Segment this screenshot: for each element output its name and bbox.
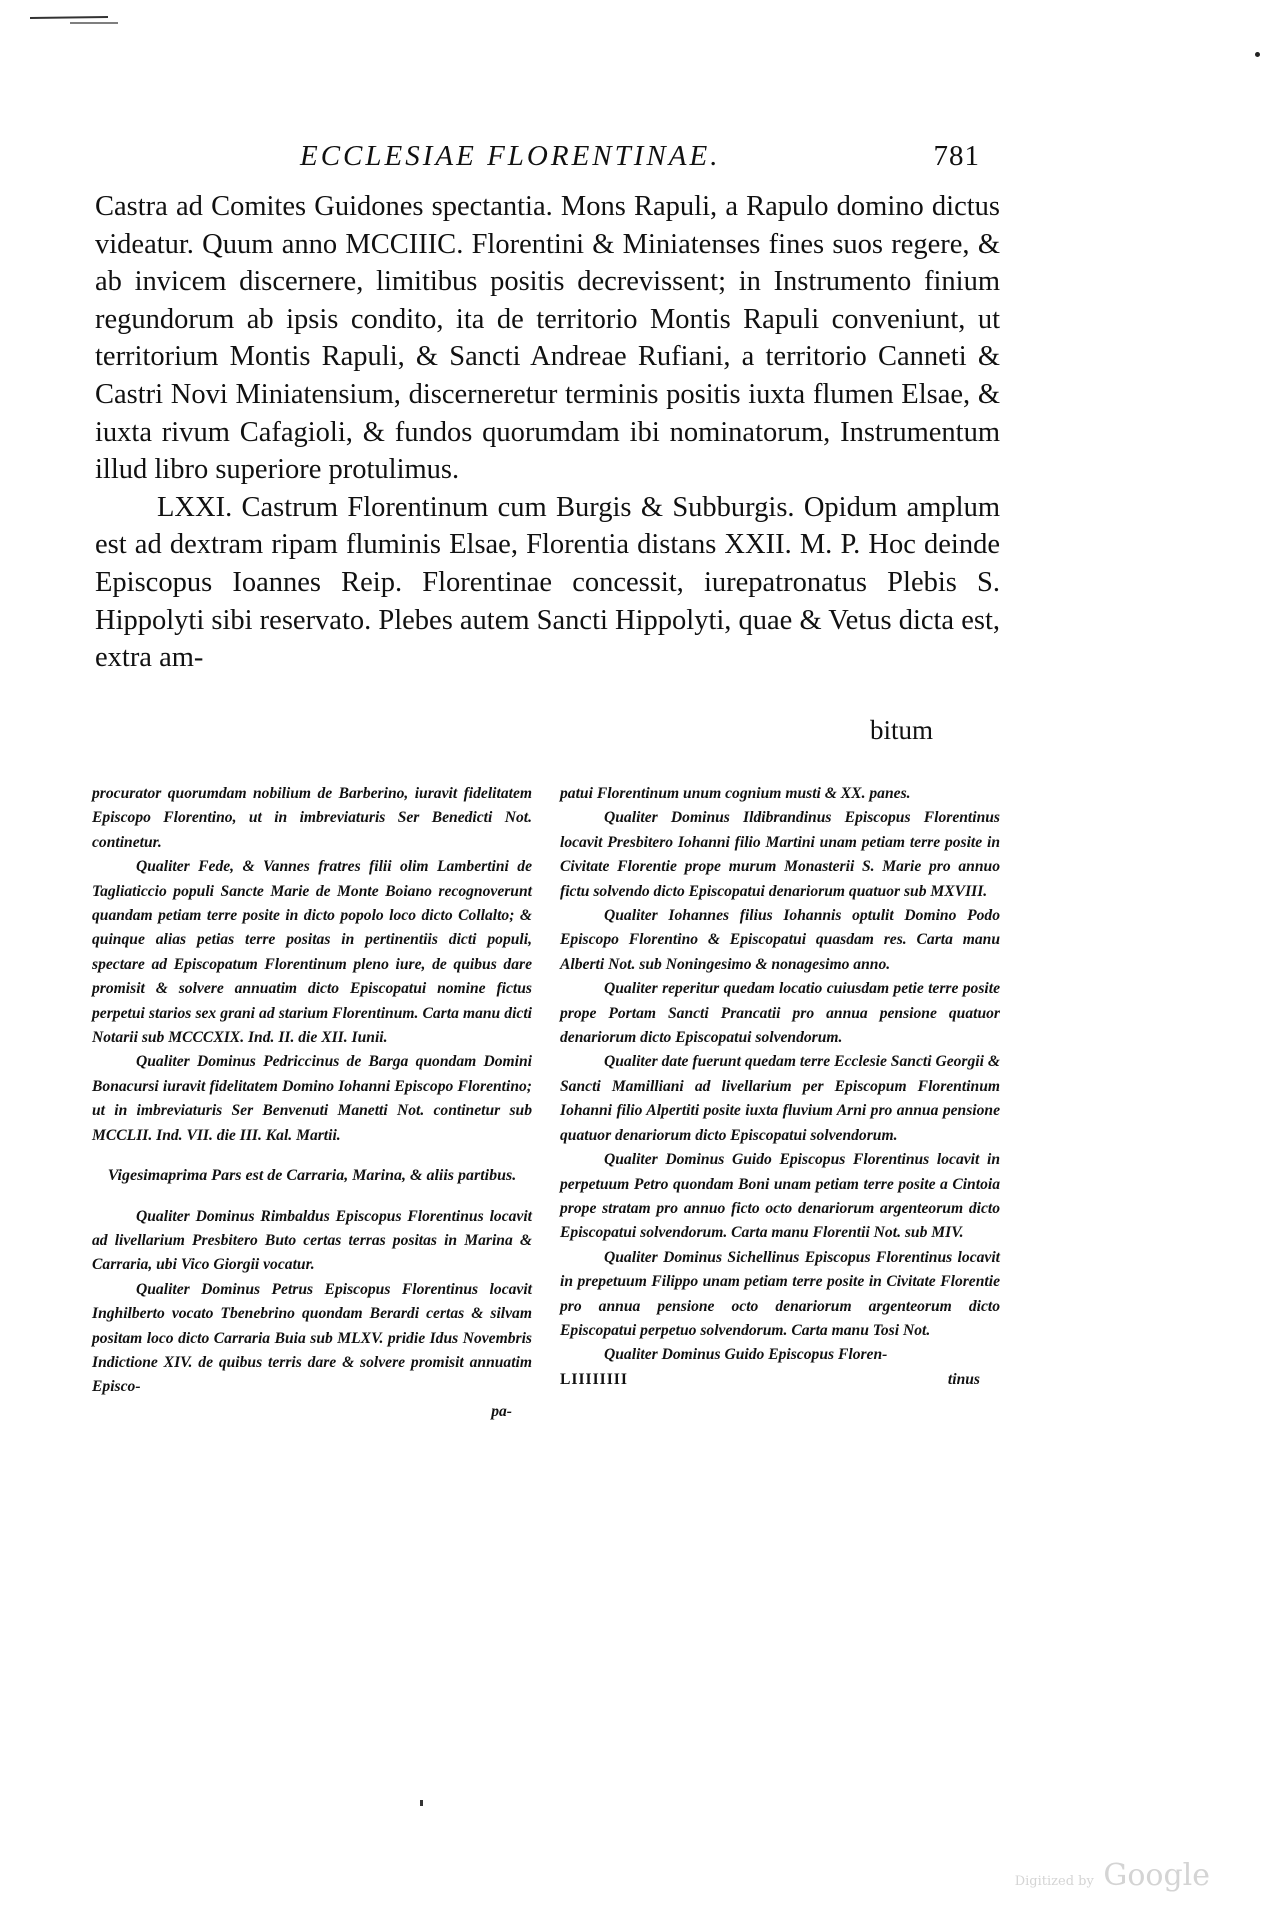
footnote-paragraph: patui Florentinum unum cognium musti & XX. panes. bbox=[560, 785, 911, 802]
footnote-paragraph: procurator quorumdam nobilium de Barberino, iuravit fidelitatem Episcopo Florentino, ut in imbreviaturis Ser Benedicti Not. continetur. bbox=[92, 785, 532, 851]
running-title: ECCLESIAE FLORENTINAE. bbox=[300, 140, 721, 172]
footnote-paragraph: Qualiter Dominus Rimbaldus Episcopus Florentinus locavit ad livellarium Presbitero Buto certas terras positas in Marina & Carraria, ubi Vico Giorgii vocatur. bbox=[92, 1207, 532, 1274]
catchword: bitum bbox=[870, 715, 934, 745]
column-catchword: tinus bbox=[947, 1370, 980, 1388]
watermark-brand: Google bbox=[1103, 1858, 1210, 1893]
footnote-paragraph: Qualiter Dominus Pedriccinus de Barga quondam Domini Bonacursi iuravit fidelitatem Domino Iohanni Episcopo Florentino; ut in imbreviaturis Ser Benvenuti Manetti Not. continetur sub MCCLII. Ind. VII. die III. Kal. Martii. bbox=[92, 1053, 532, 1144]
column-catchword: pa- bbox=[491, 1402, 512, 1420]
left-footnote-column bbox=[92, 782, 532, 1424]
main-paragraph: LXXI. Castrum Florentinum cum Burgis & Subburgis. Opidum amplum est ad dextram ripam fluminis Elsae, Florentia distans XXII. M. P. Hoc deinde Episcopus Ioannes Reip. Florentinae concessit, iurepatronatus Plebis S. Hippolyti sibi reservato. Plebes autem Sancti Hippolyti, quae & Vetus dicta est, extra am- bbox=[95, 491, 1000, 674]
scan-edge-mark bbox=[30, 12, 120, 26]
printer-signature: LIIIIIIII bbox=[560, 1370, 628, 1388]
right-footnote-column bbox=[560, 782, 1000, 1392]
section-heading: Vigesimaprima Pars est de Carraria, Marina, & aliis partibus. bbox=[107, 1167, 517, 1185]
footnote-paragraph: Qualiter Dominus Sichellinus Episcopus Florentinus locavit in prepetuum Filippo unam petiam terre posite in Civitate Florentie pro annua pensione octo denariorum argenteorum dicto Episcopatui perpetuo solvendorum. Carta manu Tosi Not. bbox=[560, 1248, 1000, 1339]
scan-speck bbox=[420, 1800, 423, 1806]
signature-line bbox=[560, 1368, 1000, 1392]
footnote-paragraph: Qualiter Dominus Ildibrandinus Episcopus Florentinus locavit Presbitero Iohanni filio Martini unam petiam terre posite in Civitate Florentie prope murum Monasterii S. Marie pro annuo fictu solvendo dicto Episcopatui denariorum quatuor sub MXVIII. bbox=[560, 809, 1000, 900]
footnote-paragraph: Qualiter Dominus Guido Episcopus Floren- bbox=[604, 1346, 888, 1364]
scan-dot bbox=[1255, 52, 1260, 57]
running-header bbox=[300, 140, 980, 176]
footnote-paragraph: Qualiter Dominus Guido Episcopus Florentinus locavit in perpetuum Petro quondam Boni unam petiam terre posite a Cintoia prope stratam pro annuo ficto octo denariorum argenteorum dicto Episcopatui solvendorum. Carta manu Florentii Not. sub MIV. bbox=[560, 1151, 1000, 1242]
footnote-paragraph: Qualiter date fuerunt quedam terre Ecclesie Sancti Georgii & Sancti Mamilliani ad livellarium per Episcopum Florentinum Iohanni filio Alpertiti posite iuxta fluvium Arni pro annua pensione quatuor denariorum dicto Episcopatui solvendorum. bbox=[560, 1053, 1000, 1144]
watermark-prefix: Digitized by bbox=[1014, 1874, 1094, 1889]
footnote-paragraph: Qualiter reperitur quedam locatio cuiusdam petie terre posite prope Portam Sancti Prancatii pro annua pensione quatuor denariorum dicto Episcopatui solvendorum. bbox=[560, 980, 1000, 1047]
main-paragraph: Castra ad Comites Guidones spectantia. Mons Rapuli, a Rapulo domino dictus videatur. Quum anno MCCIIIC. Florentini & Miniatenses fines suos regere, & ab invicem discernere, limitibus positis decrevissent; in Instrumento finium regundorum ab ipsis condito, ita de territorio Montis Rapuli conveniunt, ut territorium Montis Rapuli, & Sancti Andreae Rufiani, a territorio Canneti & Castri Novi Miniatensium, discerneretur terminis positis iuxta flumen Elsae, & iuxta rivum Cafagioli, & fundos quorumdam ibi nominatorum, Instrumentum illud libro superiore protulimus. bbox=[95, 191, 1000, 486]
footnote-paragraph: Qualiter Iohannes filius Iohannis optulit Domino Podo Episcopo Florentino & Episcopatui quasdam res. Carta manu Alberti Not. sub Noningesimo & nonagesimo anno. bbox=[560, 907, 1000, 973]
page-number: 781 bbox=[933, 140, 980, 172]
footnote-paragraph: Qualiter Fede, & Vannes fratres filii olim Lambertini de Tagliaticcio populi Sancte Marie de Monte Boiano recognoverunt quandam petiam terre posite in dicto popolo loco dicto Collalto; & quinque alias petias terre positas in pertinentiis dicti populi, spectare ad Episcopatum Florentinum pleno iure, de quibus dare promisit & solvere annuatim dicto Episcopatui nomine fictus perpetui starios sex grani ad starium Florentinum. Carta manu dicti Notarii sub MCCCXIX. Ind. II. die XII. Iunii. bbox=[92, 858, 532, 1047]
main-text bbox=[95, 188, 1000, 677]
footnote-paragraph: Qualiter Dominus Petrus Episcopus Florentinus locavit Inghilberto vocato Tbenebrino quondam Berardi certas & silvam positam loco dicto Carraria Buia sub MLXV. pridie Idus Novembris Indictione XIV. de quibus terris dare & solvere promisit annuatim Episco- bbox=[92, 1280, 532, 1396]
digitized-watermark bbox=[1015, 1858, 1210, 1893]
